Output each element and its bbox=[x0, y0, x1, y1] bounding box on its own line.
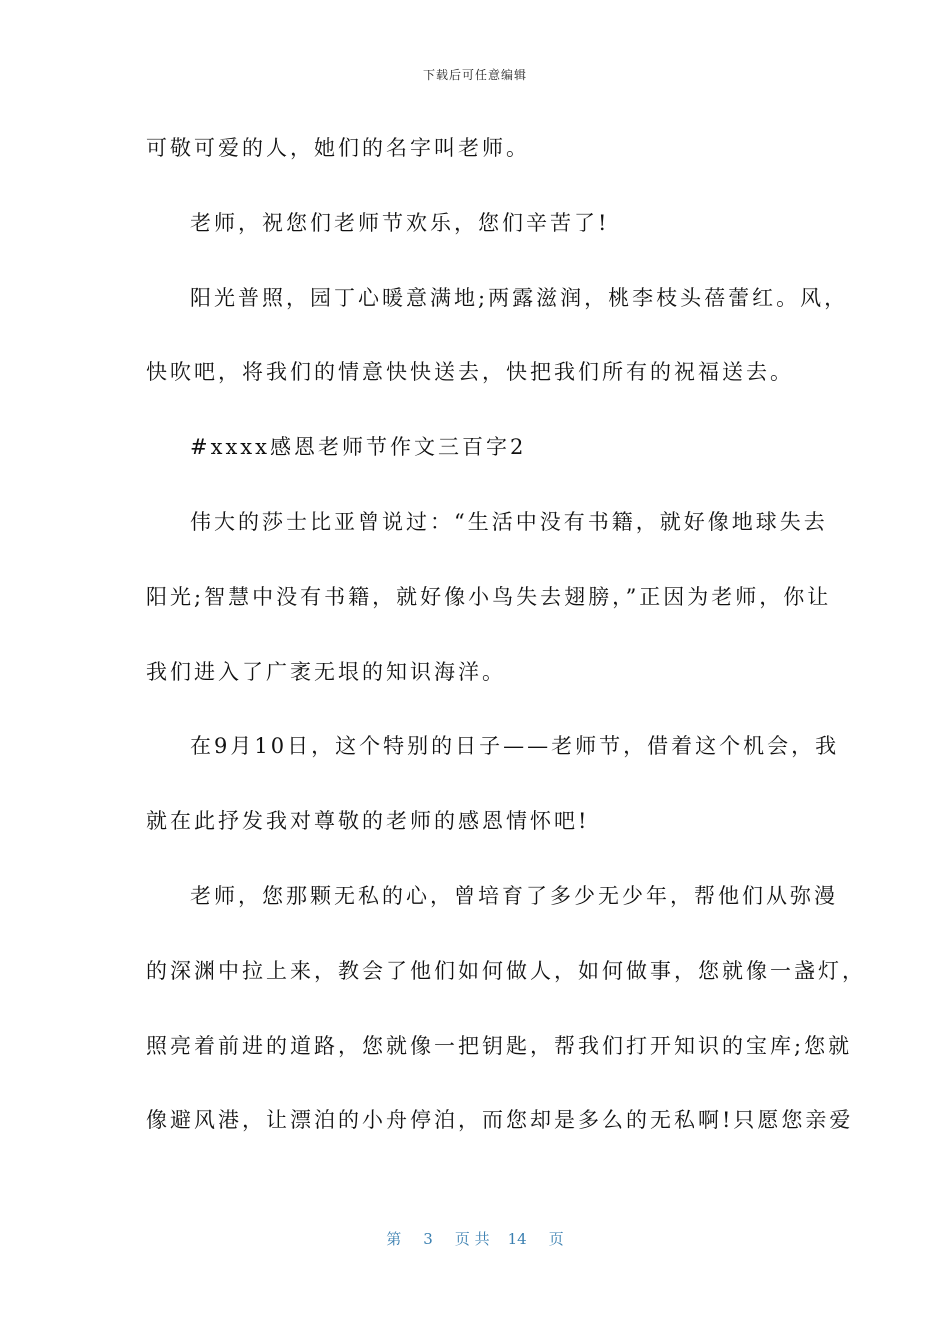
text-line: 老师，祝您们老师节欢乐，您们辛苦了! bbox=[190, 210, 610, 235]
current-page-number: 3 bbox=[423, 1230, 433, 1248]
text-line: 阳光;智慧中没有书籍，就好像小鸟失去翅膀，”正因为老师，你让 bbox=[146, 584, 832, 609]
page-footer bbox=[0, 1228, 950, 1249]
page-header: 下载后可任意编辑 bbox=[422, 68, 527, 82]
text-line: 伟大的莎士比亚曾说过：“生活中没有书籍，就好像地球失去 bbox=[190, 509, 828, 534]
text-line: 快吹吧，将我们的情意快快送去，快把我们所有的祝福送去。 bbox=[146, 360, 794, 385]
text-line: 的深渊中拉上来，教会了他们如何做人，如何做事，您就像一盏灯， bbox=[146, 958, 866, 983]
text-line: 可敬可爱的人，她们的名字叫老师。 bbox=[146, 136, 530, 160]
text-line: 就在此抒发我对尊敬的老师的感恩情怀吧! bbox=[146, 809, 590, 834]
text-line: 在9月10日，这个特别的日子——老师节，借着这个机会，我 bbox=[190, 734, 840, 759]
document-body bbox=[146, 126, 866, 1173]
footer-suffix: 页 bbox=[548, 1230, 564, 1248]
text-line: 像避风港，让漂泊的小舟停泊，而您却是多么的无私啊!只愿您亲爱 bbox=[146, 1108, 854, 1133]
total-pages-number: 14 bbox=[507, 1230, 527, 1248]
text-line: 照亮着前进的道路，您就像一把钥匙，帮我们打开知识的宝库;您就 bbox=[146, 1033, 853, 1058]
footer-prefix: 第 bbox=[386, 1230, 402, 1248]
section-heading: #xxxx感恩老师节作文三百字2 bbox=[190, 435, 527, 460]
text-line: 老师，您那颗无私的心，曾培育了多少无少年，帮他们从弥漫 bbox=[190, 883, 838, 908]
text-line: 我们进入了广袤无垠的知识海洋。 bbox=[146, 659, 506, 684]
text-line: 阳光普照，园丁心暖意满地;两露滋润，桃李枝头蓓蕾红。风， bbox=[190, 285, 849, 310]
footer-middle: 页 共 bbox=[454, 1230, 490, 1248]
